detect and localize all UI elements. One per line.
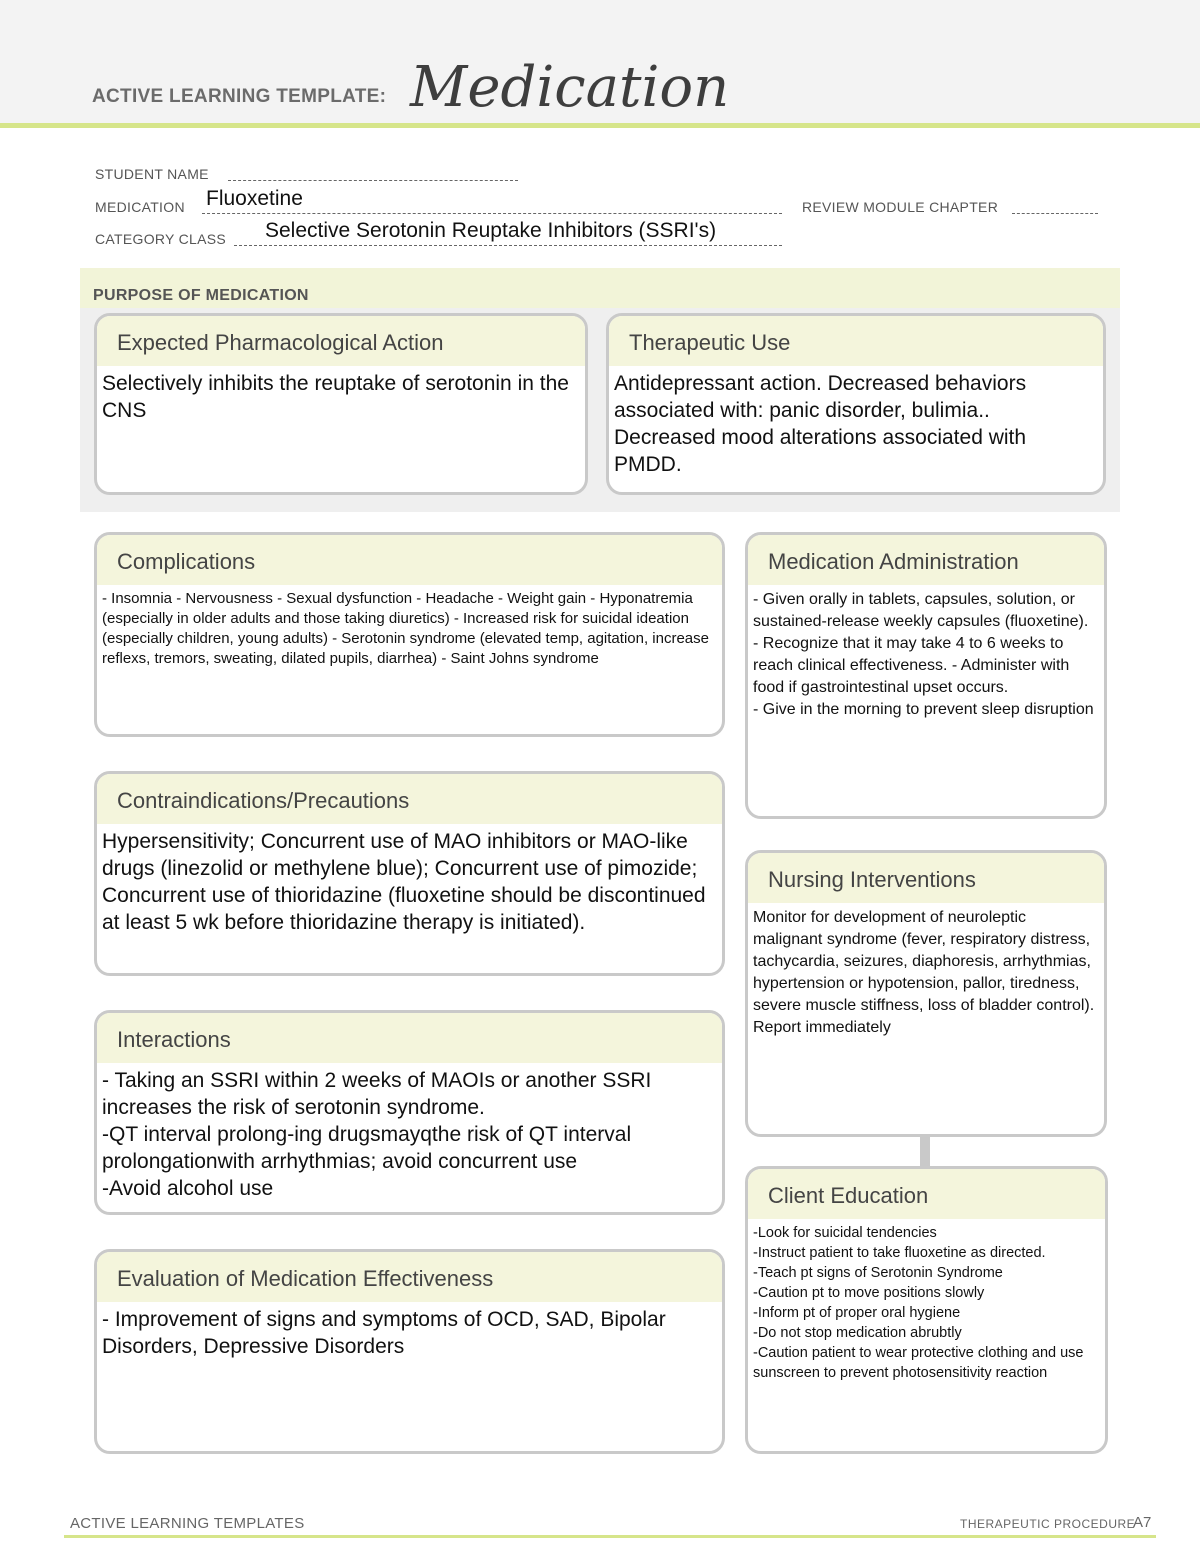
- medication-field[interactable]: [202, 213, 782, 214]
- contraindications-text[interactable]: Hypersensitivity; Concurrent use of MAO inhibitors or MAO-like drugs (linezolid or methylene blue); Concurrent use of pimozide; Concurrent use of thioridazine (fluoxetine should be discontinued at least 5 wk before thioridazine therapy is initiated).: [102, 830, 706, 934]
- therapeutic-use-text[interactable]: Antidepressant action. Decreased behaviors associated with: panic disorder, bulimia.. Decreased mood alterations associated with PMDD.: [614, 372, 1027, 476]
- category-class-value: Selective Serotonin Reuptake Inhibitors (SSRI's): [265, 219, 717, 242]
- category-class-label: CATEGORY CLASS: [95, 231, 227, 247]
- review-module-field[interactable]: [1012, 213, 1098, 214]
- review-module-label: REVIEW MODULE CHAPTER: [802, 199, 999, 215]
- medication-value: Fluoxetine: [206, 187, 303, 210]
- contraindications-box: [94, 771, 725, 976]
- evaluation-text[interactable]: - Improvement of signs and symptoms of OCD, SAD, Bipolar Disorders, Depressive Disorders: [102, 1308, 666, 1358]
- expected-action-title: Expected Pharmacological Action: [97, 316, 585, 366]
- interactions-title: Interactions: [97, 1013, 722, 1063]
- administration-box: [745, 532, 1107, 819]
- footer-right: THERAPEUTIC PROCEDURE: [960, 1517, 1136, 1531]
- expected-action-text[interactable]: Selectively inhibits the reuptake of serotonin in the CNS: [102, 372, 569, 422]
- student-name-field[interactable]: [228, 180, 518, 181]
- student-name-label: STUDENT NAME: [95, 166, 209, 182]
- expected-action-box: [94, 313, 588, 495]
- template-label: ACTIVE LEARNING TEMPLATE:: [92, 86, 387, 107]
- client-education-text[interactable]: -Look for suicidal tendencies -Instruct patient to take fluoxetine as directed. -Teach pt signs of Serotonin Syndrome -Caution pt to move positions slowly -Inform pt of proper oral hygiene -Do not stop medication abrubtly -Caution patient to wear protective clothing and use sunscreen to prevent photosensitivity reaction: [753, 1225, 1084, 1381]
- footer-left: ACTIVE LEARNING TEMPLATES: [70, 1515, 305, 1532]
- box-connector: [920, 1135, 930, 1167]
- purpose-label: PURPOSE OF MEDICATION: [93, 287, 309, 304]
- nursing-interventions-title: Nursing Interventions: [748, 853, 1104, 903]
- category-class-field[interactable]: [234, 245, 782, 246]
- administration-text[interactable]: - Given orally in tablets, capsules, solution, or sustained-release weekly capsules (fluoxetine). - Recognize that it may take 4 to 6 weeks to reach clinical effectiveness. - Administer with food if gastrointestinal upset occurs. - Give in the morning to prevent sleep disruption: [753, 591, 1094, 718]
- client-education-title: Client Education: [748, 1169, 1105, 1219]
- complications-text[interactable]: - Insomnia - Nervousness - Sexual dysfunction - Headache - Weight gain - Hyponatremia (especially in older adults and those taking diuretics) - Increased risk for suicidal ideation (especially children, young adults) - Serotonin syndrome (elevated temp, agitation, increase reflexs, tremors, sweating, dilated pupils, diarrhea) - Saint Johns syndrome: [102, 590, 709, 667]
- interactions-box: [94, 1010, 725, 1215]
- evaluation-title: Evaluation of Medication Effectiveness: [97, 1252, 722, 1302]
- evaluation-box: [94, 1249, 725, 1454]
- page-number: A7: [1133, 1514, 1152, 1531]
- contraindications-title: Contraindications/Precautions: [97, 774, 722, 824]
- header-rule: [0, 123, 1200, 128]
- complications-box: [94, 532, 725, 737]
- therapeutic-use-title: Therapeutic Use: [609, 316, 1103, 366]
- medication-label: MEDICATION: [95, 199, 185, 215]
- complications-title: Complications: [97, 535, 722, 585]
- nursing-interventions-box: [745, 850, 1107, 1137]
- nursing-interventions-text[interactable]: Monitor for development of neuroleptic malignant syndrome (fever, respiratory distress, tachycardia, seizures, diaphoresis, arrhythmias, hypertension or hypotension, pallor, tiredness, severe muscle stiffness, loss of bladder control). Report immediately: [753, 909, 1095, 1036]
- administration-title: Medication Administration: [748, 535, 1104, 585]
- page-title: Medication: [410, 55, 730, 120]
- therapeutic-use-box: [606, 313, 1106, 495]
- footer-rule: [64, 1535, 1156, 1538]
- client-education-box: [745, 1166, 1108, 1454]
- interactions-text[interactable]: - Taking an SSRI within 2 weeks of MAOIs or another SSRI increases the risk of serotonin syndrome. -QT interval prolong-ing drugsmayqthe risk of QT interval prolongationwith arrhythmias; avoid concurrent use -Avoid alcohol use: [102, 1069, 652, 1200]
